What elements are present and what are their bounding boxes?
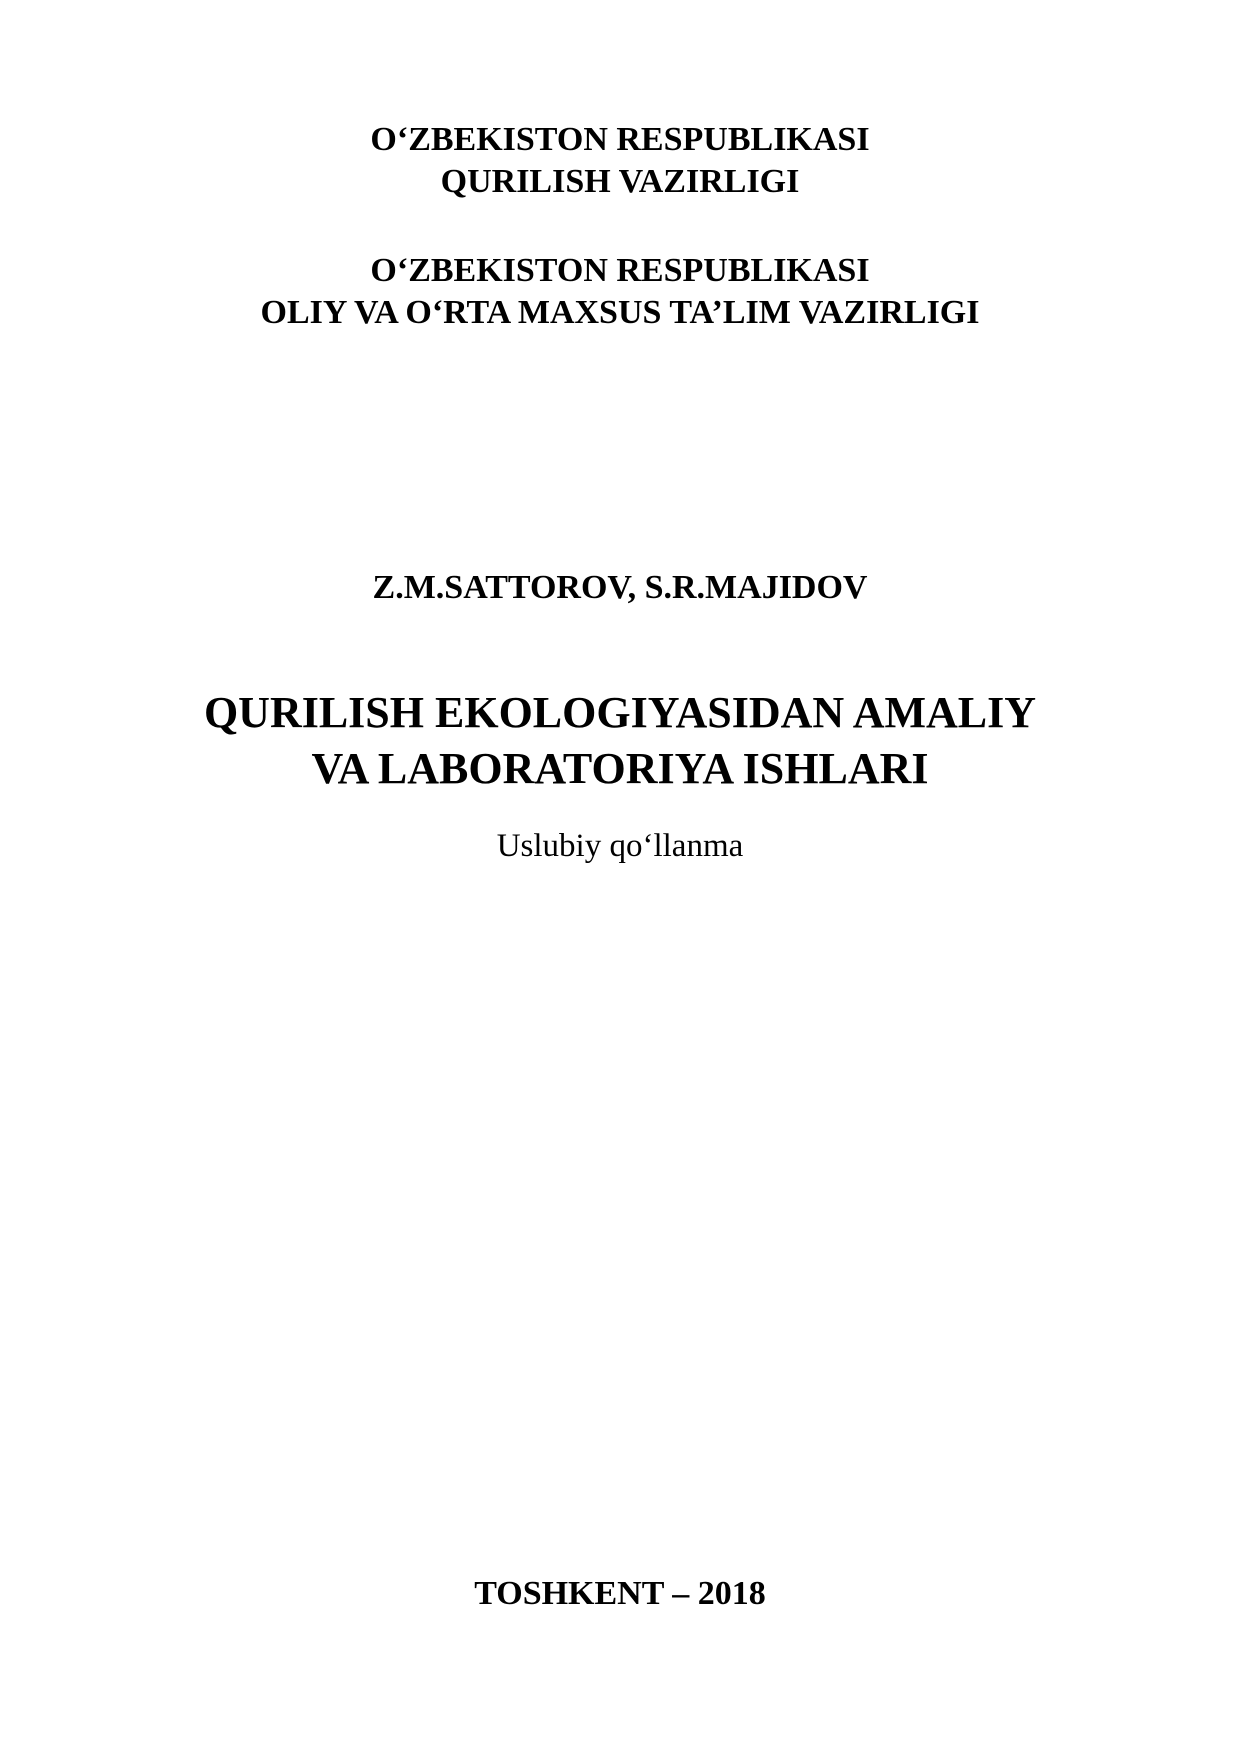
ministry-name-line: OLIY VA O‘RTA MAXSUS TA’LIM VAZIRLIGI (260, 294, 980, 331)
ministry-heading-education (0, 250, 1240, 334)
ministry-country-line: O‘ZBEKISTON RESPUBLIKASI (370, 121, 870, 158)
ministry-heading-construction (0, 119, 1240, 203)
title-line-2: VA LABORATORIYA ISHLARI (311, 744, 929, 793)
document-title (0, 685, 1240, 797)
ministry-country-line: O‘ZBEKISTON RESPUBLIKASI (370, 252, 870, 289)
authors (0, 567, 1240, 609)
document-subtitle (0, 825, 1240, 867)
ministry-name-line: QURILISH VAZIRLIGI (440, 163, 800, 200)
place-and-year (0, 1573, 1240, 1615)
authors-line: Z.M.SATTOROV, S.R.MAJIDOV (372, 569, 868, 606)
place-year-line: TOSHKENT – 2018 (474, 1575, 766, 1612)
subtitle-line: Uslubiy qo‘llanma (496, 828, 744, 864)
title-line-1: QURILISH EKOLOGIYASIDAN AMALIY (203, 688, 1037, 737)
